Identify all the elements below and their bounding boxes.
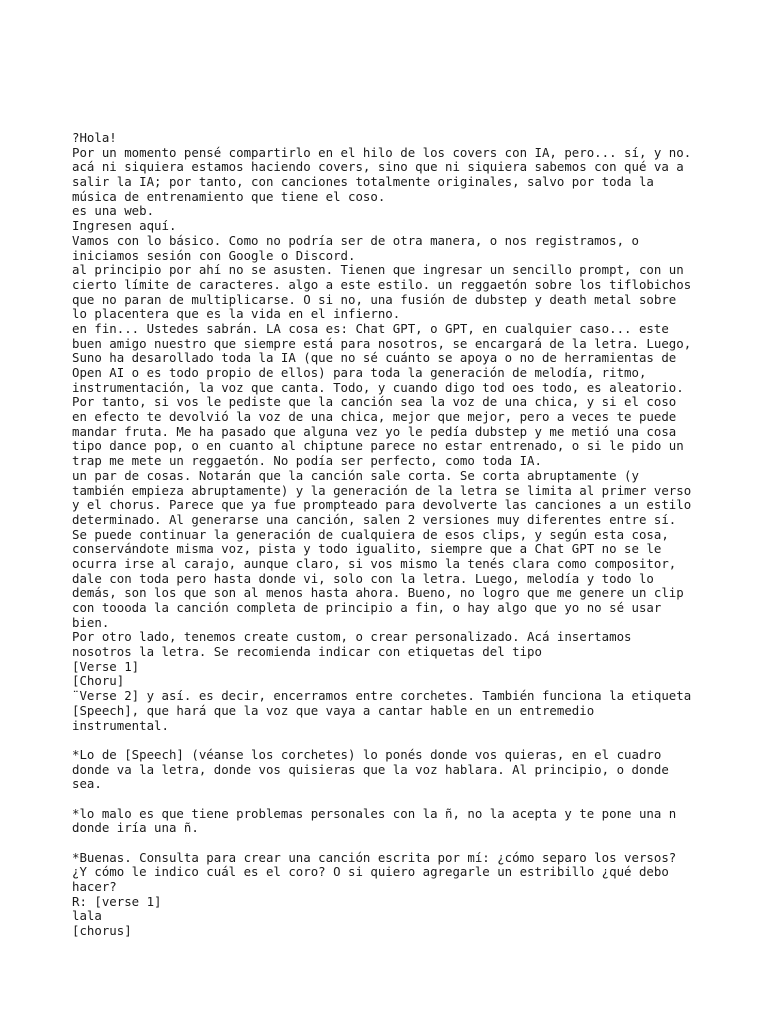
text-line: salir la IA; por tanto, con canciones totalmente originales, salvo por toda la [72, 174, 654, 190]
text-line: hacer? [72, 879, 117, 895]
text-line: mandar fruta. Me ha pasado que alguna vez yo le pedía dubstep y me metió una cosa [72, 423, 677, 439]
text-line: lala [72, 908, 102, 924]
text-line: donde va la letra, donde vos quisieras que la voz hablara. Al principio, o donde [72, 761, 669, 777]
text-line: Suno ha desarollado toda la IA (que no sé cuánto se apoya o no de herramientas de [72, 350, 677, 366]
text-line: también empieza abruptamente) y la generación de la letra se limita al primer verso [72, 482, 692, 498]
blank-line [72, 836, 712, 851]
text-line: sea. [72, 776, 102, 792]
text-line: trap me mete un reggaetón. No podía ser perfecto, como toda IA. [72, 453, 542, 469]
text-line: *Lo de [Speech] (véanse los corchetes) lo ponés donde vos quieras, en el cuadro [72, 746, 662, 762]
text-line: [Choru] [72, 673, 125, 689]
text-line: Por otro lado, tenemos create custom, o crear personalizado. Acá insertamos [72, 629, 632, 645]
text-line: *Buenas. Consulta para crear una canción escrita por mí: ¿cómo separo los versos? [72, 849, 677, 865]
text-line: lo placentera que es la vida en el infierno. [72, 306, 401, 322]
blank-line [72, 733, 712, 748]
text-line: [Verse 1] [72, 658, 140, 674]
text-line: [chorus] [72, 923, 132, 939]
text-line: buen amigo nuestro que siempre está para nosotros, se encargará de la letra. Luego, [72, 335, 692, 351]
text-line: es una web. [72, 203, 155, 219]
text-line: y el chorus. Parece que ya fue prompteado para devolverte las canciones a un estilo [72, 497, 692, 513]
text-line: ¿Y cómo le indico cuál es el coro? O si quiero agregarle un estribillo ¿qué debo [72, 864, 669, 880]
text-line: R: [verse 1] [72, 893, 162, 909]
text-line: cierto límite de caracteres. algo a este estilo. un reggaetón sobre los tiflobichos [72, 276, 692, 292]
text-line: dale con toda pero hasta donde vi, solo con la letra. Luego, melodía y todo lo [72, 570, 654, 586]
text-line: música de entrenamiento que tiene el coso. [72, 188, 386, 204]
text-line: instrumentación, la voz que canta. Todo, y cuando digo tod oes todo, es aleatorio. [72, 379, 684, 395]
text-line: ?Hola! [72, 130, 117, 145]
text-line: determinado. Al generarse una canción, salen 2 versiones muy diferentes entre sí. [72, 511, 677, 527]
text-line: en fin... Ustedes sabrán. LA cosa es: Chat GPT, o GPT, en cualquier caso... este [72, 320, 669, 336]
text-line: iniciamos sesión con Google o Discord. [72, 247, 356, 263]
text-line: con toooda la canción completa de principio a fin, o hay algo que yo no sé usar [72, 600, 662, 615]
text-line: bien. [72, 614, 110, 630]
text-line: Vamos con lo básico. Como no podría ser de otra manera, o nos registramos, o [72, 232, 639, 248]
text-line: Ingresen aquí. [72, 218, 177, 234]
text-line: ¨Verse 2] y así. es decir, encerramos entre corchetes. También funciona la etiqueta [72, 688, 692, 704]
text-line: al principio por ahí no se asusten. Tienen que ingresar un sencillo prompt, con un [72, 262, 684, 278]
text-line: que no paran de multiplicarse. O si no, una fusión de dubstep y death metal sobre [72, 291, 677, 307]
text-line: tipo dance pop, o en cuanto al chiptune parece no estar entrenado, o si le pido un [72, 438, 684, 454]
text-line: Open AI o es todo propio de ellos) para toda la generación de melodía, ritmo, [72, 365, 647, 380]
text-line: Por tanto, si vos le pediste que la canción sea la voz de una chica, y si el coso [72, 394, 677, 410]
text-line: conservándote misma voz, pista y todo igualito, siempre que a Chat GPT no se le [72, 541, 662, 557]
document-page [72, 131, 712, 939]
text-line: *lo malo es que tiene problemas personales con la ñ, no la acepta y te pone una n [72, 805, 677, 821]
text-line: Se puede continuar la generación de cualquiera de esos clips, y según esta cosa, [72, 526, 669, 542]
text-line: donde iría una ñ. [72, 820, 199, 836]
text-line: Por un momento pensé compartirlo en el hilo de los covers con IA, pero... sí, y no. [72, 144, 692, 160]
text-line: instrumental. [72, 717, 169, 733]
text-line: [Speech], que hará que la voz que vaya a cantar hable en un entremedio [72, 702, 595, 718]
text-line: demás, son los que son al menos hasta ahora. Bueno, no logro que me genere un clip [72, 585, 684, 601]
text-line: un par de cosas. Notarán que la canción sale corta. Se corta abruptamente (y [72, 467, 639, 483]
text-line: nosotros la letra. Se recomienda indicar con etiquetas del tipo [72, 644, 542, 660]
text-line: ocurra irse al carajo, aunque claro, si vos mismo la tenés clara como compositor, [72, 555, 677, 571]
text-line: en efecto te devolvió la voz de una chica, mejor que mejor, pero a veces te puede [72, 409, 677, 425]
text-line: acá ni siquiera estamos haciendo covers, sino que ni siquiera sabemos con qué va a [72, 159, 684, 175]
blank-line [72, 792, 712, 807]
